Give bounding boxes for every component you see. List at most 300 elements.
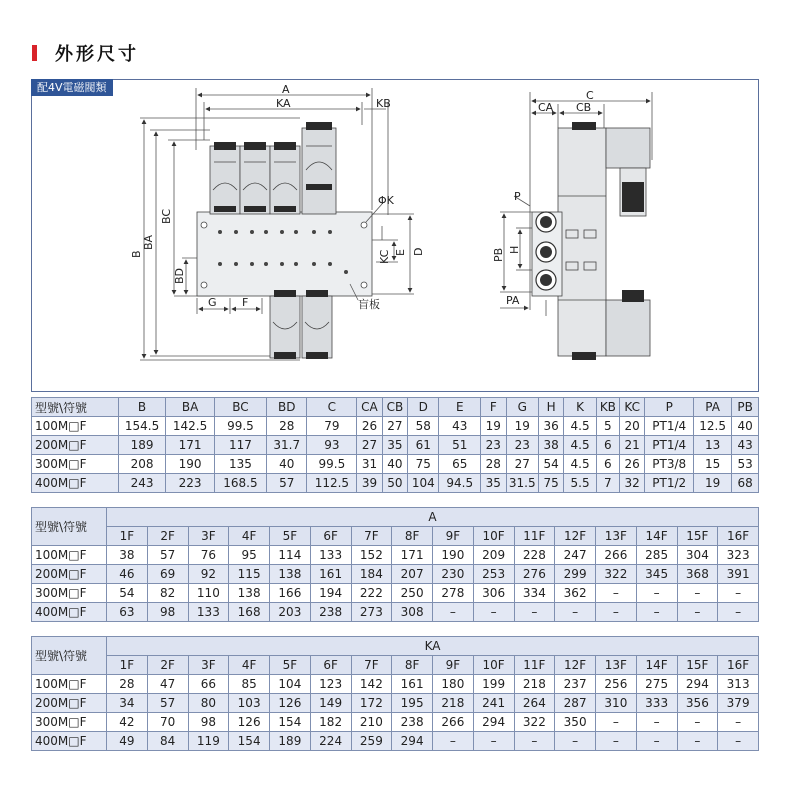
value-cell: 50 xyxy=(382,474,407,493)
table3-header: 6F xyxy=(310,656,351,675)
value-cell: 304 xyxy=(677,546,718,565)
label-ca: CA xyxy=(538,101,554,114)
value-cell: 66 xyxy=(188,675,229,694)
value-cell: 133 xyxy=(188,603,229,622)
value-cell: 6 xyxy=(596,455,619,474)
value-cell: – xyxy=(677,713,718,732)
value-cell: – xyxy=(677,732,718,751)
value-cell: 218 xyxy=(433,694,474,713)
value-cell: 80 xyxy=(188,694,229,713)
model-cell: 200M□F xyxy=(32,694,107,713)
value-cell: – xyxy=(596,584,637,603)
table1-header: PA xyxy=(694,398,732,417)
value-cell: 28 xyxy=(266,417,307,436)
value-cell: 256 xyxy=(596,675,637,694)
table2-header: 3F xyxy=(188,527,229,546)
value-cell: 294 xyxy=(392,732,433,751)
table1-header: H xyxy=(538,398,563,417)
value-cell: 362 xyxy=(555,584,596,603)
value-cell: 323 xyxy=(718,546,759,565)
value-cell: PT1/2 xyxy=(645,474,694,493)
value-cell: 53 xyxy=(732,455,759,474)
value-cell: 112.5 xyxy=(307,474,357,493)
value-cell: 203 xyxy=(270,603,311,622)
value-cell: 223 xyxy=(166,474,215,493)
table2-header: 11F xyxy=(514,527,555,546)
value-cell: 7 xyxy=(596,474,619,493)
model-cell: 200M□F xyxy=(32,565,107,584)
label-pa: PA xyxy=(506,294,520,307)
label-bc: BC xyxy=(160,208,173,224)
front-view xyxy=(140,88,414,360)
table3-header: 15F xyxy=(677,656,718,675)
value-cell: 190 xyxy=(433,546,474,565)
label-ba: BA xyxy=(142,234,155,250)
table3-header: 5F xyxy=(270,656,311,675)
value-cell: 5.5 xyxy=(564,474,596,493)
value-cell: 172 xyxy=(351,694,392,713)
value-cell: 154.5 xyxy=(118,417,165,436)
value-cell: 57 xyxy=(266,474,307,493)
table-row xyxy=(32,546,759,565)
value-cell: 126 xyxy=(270,694,311,713)
table2-header: 13F xyxy=(596,527,637,546)
value-cell: 209 xyxy=(473,546,514,565)
table3-header: 11F xyxy=(514,656,555,675)
value-cell: 23 xyxy=(481,436,506,455)
value-cell: 95 xyxy=(229,546,270,565)
value-cell: – xyxy=(433,732,474,751)
value-cell: 28 xyxy=(107,675,148,694)
value-cell: 171 xyxy=(392,546,433,565)
value-cell: 166 xyxy=(270,584,311,603)
model-cell: 100M□F xyxy=(32,417,119,436)
table-row xyxy=(32,436,759,455)
table3-header: 4F xyxy=(229,656,270,675)
value-cell: 43 xyxy=(439,417,481,436)
value-cell: 31 xyxy=(357,455,382,474)
value-cell: 104 xyxy=(270,675,311,694)
value-cell: 184 xyxy=(351,565,392,584)
value-cell: 154 xyxy=(229,732,270,751)
value-cell: 75 xyxy=(538,474,563,493)
value-cell: 266 xyxy=(433,713,474,732)
value-cell: 230 xyxy=(433,565,474,584)
value-cell: 368 xyxy=(677,565,718,584)
value-cell: 99.5 xyxy=(214,417,266,436)
table1-header: K xyxy=(564,398,596,417)
value-cell: 299 xyxy=(555,565,596,584)
value-cell: 63 xyxy=(107,603,148,622)
value-cell: 27 xyxy=(382,417,407,436)
value-cell: 171 xyxy=(166,436,215,455)
table3-header: 7F xyxy=(351,656,392,675)
value-cell: – xyxy=(718,584,759,603)
value-cell: 36 xyxy=(538,417,563,436)
value-cell: 275 xyxy=(636,675,677,694)
value-cell: 333 xyxy=(636,694,677,713)
label-kb: KB xyxy=(376,97,391,110)
value-cell: 47 xyxy=(147,675,188,694)
value-cell: PT3/8 xyxy=(645,455,694,474)
value-cell: 39 xyxy=(357,474,382,493)
value-cell: – xyxy=(514,603,555,622)
value-cell: 68 xyxy=(732,474,759,493)
value-cell: 273 xyxy=(351,603,392,622)
value-cell: – xyxy=(636,584,677,603)
value-cell: – xyxy=(555,603,596,622)
table1-header: BD xyxy=(266,398,307,417)
label-pb: PB xyxy=(492,247,505,262)
value-cell: 180 xyxy=(433,675,474,694)
value-cell: 391 xyxy=(718,565,759,584)
value-cell: 119 xyxy=(188,732,229,751)
table3-header: 13F xyxy=(596,656,637,675)
value-cell: 4.5 xyxy=(564,417,596,436)
value-cell: 253 xyxy=(473,565,514,584)
value-cell: 126 xyxy=(229,713,270,732)
value-cell: 322 xyxy=(596,565,637,584)
table2-group-header: A xyxy=(107,508,759,527)
value-cell: 190 xyxy=(166,455,215,474)
value-cell: – xyxy=(596,713,637,732)
value-cell: 310 xyxy=(596,694,637,713)
value-cell: 322 xyxy=(514,713,555,732)
table1-header: PB xyxy=(732,398,759,417)
value-cell: 313 xyxy=(718,675,759,694)
label-bd: BD xyxy=(173,267,186,284)
table1-header: CA xyxy=(357,398,382,417)
value-cell: 334 xyxy=(514,584,555,603)
table-row xyxy=(32,455,759,474)
value-cell: 94.5 xyxy=(439,474,481,493)
value-cell: 194 xyxy=(310,584,351,603)
table1-header: E xyxy=(439,398,481,417)
value-cell: 218 xyxy=(514,675,555,694)
table2-header: 1F xyxy=(107,527,148,546)
table3-header: 12F xyxy=(555,656,596,675)
value-cell: 20 xyxy=(619,417,644,436)
value-cell: 103 xyxy=(229,694,270,713)
value-cell: 238 xyxy=(310,603,351,622)
value-cell: 207 xyxy=(392,565,433,584)
table1-header: KC xyxy=(619,398,644,417)
value-cell: 294 xyxy=(473,713,514,732)
value-cell: 142 xyxy=(351,675,392,694)
label-g: G xyxy=(208,296,217,309)
value-cell: 82 xyxy=(147,584,188,603)
value-cell: 27 xyxy=(506,455,538,474)
heading-title: 外形尺寸 xyxy=(55,44,139,65)
value-cell: 379 xyxy=(718,694,759,713)
label-d: D xyxy=(412,247,425,256)
model-cell: 300M□F xyxy=(32,455,119,474)
value-cell: – xyxy=(636,603,677,622)
value-cell: 208 xyxy=(118,455,165,474)
value-cell: 104 xyxy=(408,474,439,493)
value-cell: 264 xyxy=(514,694,555,713)
value-cell: 46 xyxy=(107,565,148,584)
value-cell: 189 xyxy=(270,732,311,751)
table3-group-header: KA xyxy=(107,637,759,656)
value-cell: 5 xyxy=(596,417,619,436)
label-kc: KC xyxy=(378,249,391,264)
table2-header: 5F xyxy=(270,527,311,546)
value-cell: 110 xyxy=(188,584,229,603)
label-b: B xyxy=(130,250,143,258)
value-cell: 42 xyxy=(107,713,148,732)
value-cell: 189 xyxy=(118,436,165,455)
value-cell: 79 xyxy=(307,417,357,436)
value-cell: 32 xyxy=(619,474,644,493)
table2-header: 4F xyxy=(229,527,270,546)
value-cell: 152 xyxy=(351,546,392,565)
value-cell: – xyxy=(677,584,718,603)
table3-header: 3F xyxy=(188,656,229,675)
value-cell: 61 xyxy=(408,436,439,455)
value-cell: – xyxy=(718,713,759,732)
model-cell: 100M□F xyxy=(32,675,107,694)
table3-corner: 型號\符號 xyxy=(32,637,107,675)
table1-header: F xyxy=(481,398,506,417)
table1-header: BC xyxy=(214,398,266,417)
value-cell: – xyxy=(473,732,514,751)
value-cell: 19 xyxy=(506,417,538,436)
value-cell: 26 xyxy=(357,417,382,436)
table-row xyxy=(32,732,759,751)
table3-header: 10F xyxy=(473,656,514,675)
value-cell: – xyxy=(473,603,514,622)
value-cell: – xyxy=(636,732,677,751)
value-cell: 38 xyxy=(107,546,148,565)
value-cell: 31.7 xyxy=(266,436,307,455)
value-cell: 228 xyxy=(514,546,555,565)
value-cell: – xyxy=(433,603,474,622)
table2-header: 8F xyxy=(392,527,433,546)
value-cell: 49 xyxy=(107,732,148,751)
value-cell: 154 xyxy=(270,713,311,732)
value-cell: 238 xyxy=(392,713,433,732)
value-cell: 161 xyxy=(392,675,433,694)
table-row xyxy=(32,603,759,622)
value-cell: 12.5 xyxy=(694,417,732,436)
model-cell: 400M□F xyxy=(32,474,119,493)
value-cell: 6 xyxy=(596,436,619,455)
value-cell: – xyxy=(718,603,759,622)
value-cell: 40 xyxy=(266,455,307,474)
table3-header: 16F xyxy=(718,656,759,675)
side-view xyxy=(500,92,652,360)
value-cell: 92 xyxy=(188,565,229,584)
value-cell: 266 xyxy=(596,546,637,565)
value-cell: 40 xyxy=(382,455,407,474)
category-tag: 配4V電磁閥類 xyxy=(31,79,113,96)
value-cell: 21 xyxy=(619,436,644,455)
value-cell: 19 xyxy=(694,474,732,493)
table1-header: CB xyxy=(382,398,407,417)
value-cell: – xyxy=(636,713,677,732)
value-cell: 99.5 xyxy=(307,455,357,474)
value-cell: 65 xyxy=(439,455,481,474)
value-cell: 27 xyxy=(357,436,382,455)
value-cell: 57 xyxy=(147,694,188,713)
value-cell: 58 xyxy=(408,417,439,436)
value-cell: 15 xyxy=(694,455,732,474)
value-cell: 138 xyxy=(229,584,270,603)
value-cell: 135 xyxy=(214,455,266,474)
value-cell: 195 xyxy=(392,694,433,713)
dimension-table-main xyxy=(31,397,759,493)
table2-header: 6F xyxy=(310,527,351,546)
value-cell: 98 xyxy=(147,603,188,622)
model-cell: 400M□F xyxy=(32,732,107,751)
value-cell: 237 xyxy=(555,675,596,694)
value-cell: 4.5 xyxy=(564,455,596,474)
table2-header: 9F xyxy=(433,527,474,546)
label-plate: 盲板 xyxy=(358,298,380,311)
table1-header: G xyxy=(506,398,538,417)
dimension-table-ka xyxy=(31,636,759,751)
label-ka: KA xyxy=(276,97,291,110)
table2-header: 16F xyxy=(718,527,759,546)
value-cell: 285 xyxy=(636,546,677,565)
value-cell: 117 xyxy=(214,436,266,455)
table1-corner: 型號\符號 xyxy=(32,398,119,417)
value-cell: 84 xyxy=(147,732,188,751)
table1-header: P xyxy=(645,398,694,417)
label-phik: ΦK xyxy=(378,194,394,207)
value-cell: 222 xyxy=(351,584,392,603)
value-cell: 70 xyxy=(147,713,188,732)
value-cell: 54 xyxy=(107,584,148,603)
table1-header: KB xyxy=(596,398,619,417)
model-cell: 200M□F xyxy=(32,436,119,455)
value-cell: 54 xyxy=(538,455,563,474)
value-cell: 168.5 xyxy=(214,474,266,493)
label-a: A xyxy=(282,83,290,96)
value-cell: 31.5 xyxy=(506,474,538,493)
value-cell: 19 xyxy=(481,417,506,436)
value-cell: 93 xyxy=(307,436,357,455)
value-cell: 43 xyxy=(732,436,759,455)
value-cell: 28 xyxy=(481,455,506,474)
table2-corner: 型號\符號 xyxy=(32,508,107,546)
value-cell: 23 xyxy=(506,436,538,455)
value-cell: 13 xyxy=(694,436,732,455)
table-row xyxy=(32,713,759,732)
model-cell: 300M□F xyxy=(32,584,107,603)
table-row xyxy=(32,584,759,603)
value-cell: 276 xyxy=(514,565,555,584)
table1-header: B xyxy=(118,398,165,417)
value-cell: 133 xyxy=(310,546,351,565)
value-cell: – xyxy=(555,732,596,751)
value-cell: 38 xyxy=(538,436,563,455)
table-row xyxy=(32,417,759,436)
value-cell: PT1/4 xyxy=(645,436,694,455)
value-cell: 51 xyxy=(439,436,481,455)
value-cell: 278 xyxy=(433,584,474,603)
label-p: P xyxy=(514,190,521,203)
value-cell: 138 xyxy=(270,565,311,584)
value-cell: PT1/4 xyxy=(645,417,694,436)
table3-header: 9F xyxy=(433,656,474,675)
table1-header: BA xyxy=(166,398,215,417)
value-cell: – xyxy=(596,732,637,751)
value-cell: – xyxy=(718,732,759,751)
value-cell: 247 xyxy=(555,546,596,565)
table-row xyxy=(32,675,759,694)
model-cell: 300M□F xyxy=(32,713,107,732)
value-cell: 250 xyxy=(392,584,433,603)
label-h: H xyxy=(508,245,521,254)
table3-header: 1F xyxy=(107,656,148,675)
value-cell: 98 xyxy=(188,713,229,732)
value-cell: 345 xyxy=(636,565,677,584)
value-cell: 35 xyxy=(382,436,407,455)
value-cell: – xyxy=(677,603,718,622)
table2-header: 12F xyxy=(555,527,596,546)
value-cell: 142.5 xyxy=(166,417,215,436)
label-c: C xyxy=(586,89,594,102)
value-cell: 149 xyxy=(310,694,351,713)
value-cell: 114 xyxy=(270,546,311,565)
model-cell: 400M□F xyxy=(32,603,107,622)
table3-header: 8F xyxy=(392,656,433,675)
value-cell: 199 xyxy=(473,675,514,694)
value-cell: 34 xyxy=(107,694,148,713)
value-cell: – xyxy=(514,732,555,751)
value-cell: 85 xyxy=(229,675,270,694)
value-cell: 210 xyxy=(351,713,392,732)
value-cell: 35 xyxy=(481,474,506,493)
value-cell: 356 xyxy=(677,694,718,713)
value-cell: 4.5 xyxy=(564,436,596,455)
value-cell: 224 xyxy=(310,732,351,751)
dimension-table-a xyxy=(31,507,759,622)
value-cell: 350 xyxy=(555,713,596,732)
table2-header: 15F xyxy=(677,527,718,546)
value-cell: 161 xyxy=(310,565,351,584)
label-e: E xyxy=(394,249,407,256)
value-cell: 241 xyxy=(473,694,514,713)
model-cell: 100M□F xyxy=(32,546,107,565)
label-cb: CB xyxy=(576,101,592,114)
value-cell: 26 xyxy=(619,455,644,474)
value-cell: 308 xyxy=(392,603,433,622)
value-cell: 115 xyxy=(229,565,270,584)
table3-header: 2F xyxy=(147,656,188,675)
table2-header: 2F xyxy=(147,527,188,546)
value-cell: 294 xyxy=(677,675,718,694)
table1-header: C xyxy=(307,398,357,417)
value-cell: 168 xyxy=(229,603,270,622)
value-cell: 306 xyxy=(473,584,514,603)
table-row xyxy=(32,694,759,713)
value-cell: 287 xyxy=(555,694,596,713)
value-cell: 243 xyxy=(118,474,165,493)
table1-header: D xyxy=(408,398,439,417)
value-cell: 57 xyxy=(147,546,188,565)
value-cell: 123 xyxy=(310,675,351,694)
value-cell: 76 xyxy=(188,546,229,565)
table3-header: 14F xyxy=(636,656,677,675)
table2-header: 10F xyxy=(473,527,514,546)
value-cell: 69 xyxy=(147,565,188,584)
value-cell: – xyxy=(596,603,637,622)
table2-header: 7F xyxy=(351,527,392,546)
value-cell: 259 xyxy=(351,732,392,751)
